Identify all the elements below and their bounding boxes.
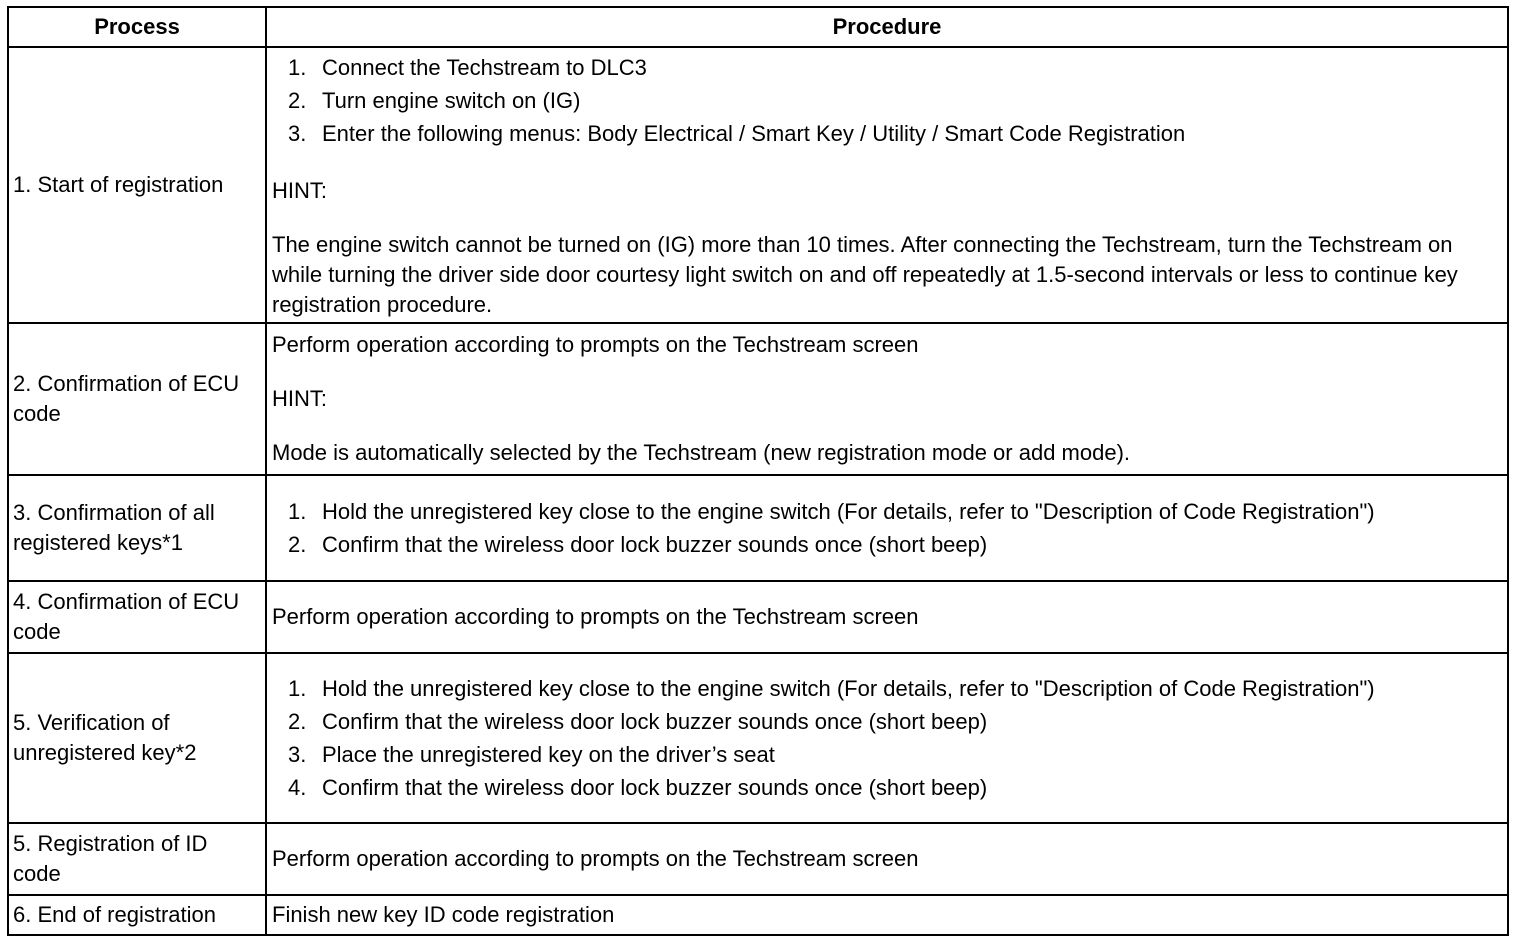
procedure-text: Perform operation according to prompts on the Techstream screen [272, 604, 919, 629]
step-number: 1. [288, 675, 307, 701]
step-text: Connect the Techstream to DLC3 [322, 55, 647, 80]
table-row [8, 323, 1508, 475]
step-item [288, 53, 1502, 83]
table-row [8, 823, 1508, 895]
procedure-text: Perform operation according to prompts on the Techstream screen [272, 846, 919, 871]
process-cell: 2. Confirmation of ECU code [8, 323, 266, 475]
table-row [8, 47, 1508, 323]
table-row [8, 895, 1508, 935]
step-text: Confirm that the wireless door lock buzzer sounds once (short beep) [322, 708, 988, 734]
step-number: 3. [288, 121, 307, 146]
step-list [272, 674, 1502, 803]
header-procedure: Procedure [266, 7, 1508, 47]
hint-text: Mode is automatically selected by the Techstream (new registration mode or add mode). [272, 440, 1131, 465]
procedure-cell [266, 895, 1508, 935]
table-row [8, 581, 1508, 653]
step-item [288, 707, 1502, 737]
step-item [288, 119, 1502, 149]
step-text: Confirm that the wireless door lock buzzer sounds once (short beep) [322, 774, 988, 800]
header-row [8, 7, 1508, 47]
step-text: Hold the unregistered key close to the engine switch (For details, refer to "Description of Code Registration") [322, 498, 1375, 524]
step-item [288, 674, 1502, 704]
step-number: 2. [288, 88, 307, 113]
process-cell: 3. Confirmation of all registered keys*1 [8, 475, 266, 581]
procedure-cell [266, 581, 1508, 653]
step-number: 3. [288, 741, 307, 767]
process-cell: 1. Start of registration [8, 47, 266, 323]
hint-text: The engine switch cannot be turned on (IG) more than 10 times. After connecting the Techstream, turn the Techstream on while turning the driver side door courtesy light switch on and off repeatedly at 1.5-second intervals or less to continue key registration procedure. [272, 232, 1458, 317]
procedure-text: Finish new key ID code registration [272, 902, 615, 927]
procedure-cell [266, 653, 1508, 823]
step-item [288, 740, 1502, 770]
table-row [8, 653, 1508, 823]
step-number: 1. [288, 498, 307, 524]
process-cell: 4. Confirmation of ECU code [8, 581, 266, 653]
hint-label: HINT: [272, 178, 327, 203]
table-row [8, 475, 1508, 581]
step-text: Turn engine switch on (IG) [322, 88, 581, 113]
step-number: 2. [288, 708, 307, 734]
step-list [272, 53, 1502, 149]
process-cell: 5. Verification of unregistered key*2 [8, 653, 266, 823]
step-list [272, 497, 1502, 560]
step-number: 2. [288, 531, 307, 557]
procedure-cell [266, 47, 1508, 323]
process-cell: 6. End of registration [8, 895, 266, 935]
step-text: Enter the following menus: Body Electrical / Smart Key / Utility / Smart Code Registration [322, 121, 1186, 146]
step-number: 1. [288, 55, 307, 80]
procedure-cell [266, 323, 1508, 475]
procedure-text: Perform operation according to prompts on the Techstream screen [272, 332, 919, 357]
step-text: Place the unregistered key on the driver’s seat [322, 741, 775, 767]
header-process: Process [8, 7, 266, 47]
step-text: Confirm that the wireless door lock buzzer sounds once (short beep) [322, 531, 988, 557]
procedure-cell [266, 823, 1508, 895]
procedure-table [7, 6, 1509, 936]
process-cell: 5. Registration of ID code [8, 823, 266, 895]
step-item [288, 530, 1502, 560]
step-item [288, 497, 1502, 527]
step-item [288, 86, 1502, 116]
hint-label: HINT: [272, 386, 327, 411]
step-text: Hold the unregistered key close to the engine switch (For details, refer to "Description of Code Registration") [322, 675, 1375, 701]
step-number: 4. [288, 774, 307, 800]
step-item [288, 773, 1502, 803]
procedure-cell [266, 475, 1508, 581]
